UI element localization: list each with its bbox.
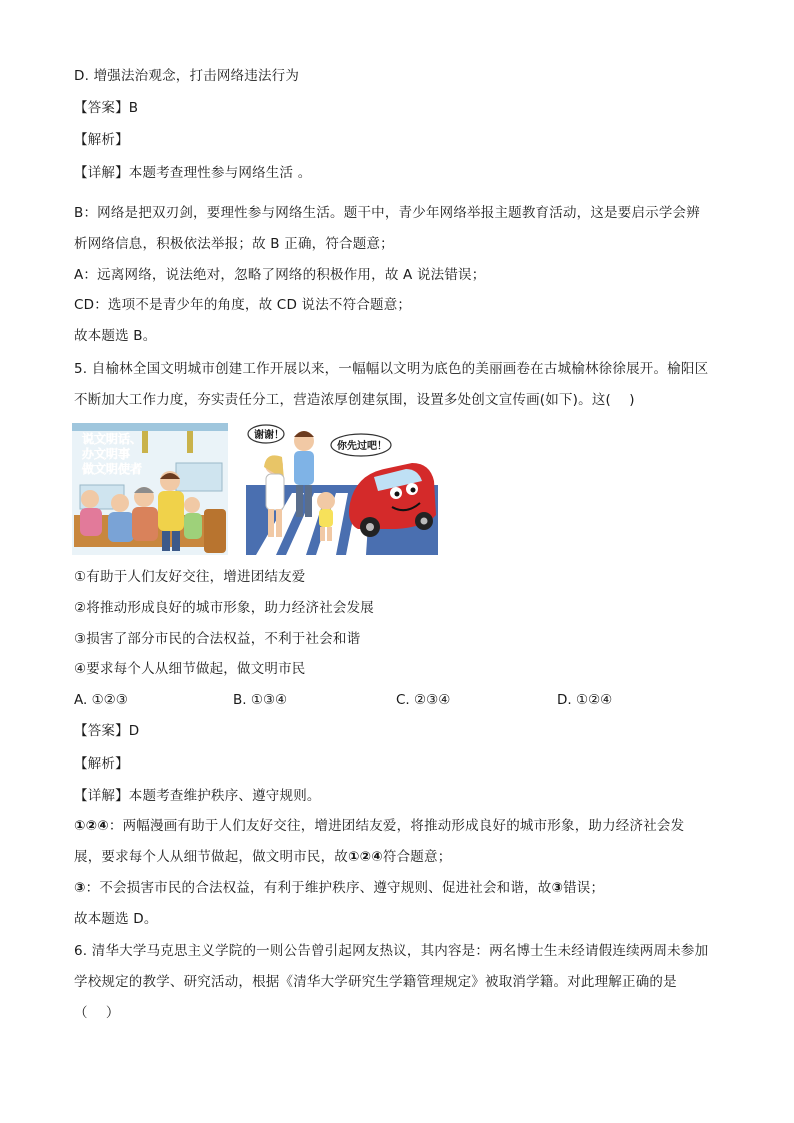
- poster-bus-courtesy-illustration: [72, 423, 228, 555]
- q5-explanation-2: [74, 879, 604, 897]
- q5-option-d: D. ①②④: [557, 692, 613, 708]
- q5-exp2-bold: ③: [551, 880, 564, 896]
- q5-explanation-1a: [74, 817, 684, 835]
- poster-crosswalk-courtesy-illustration: [246, 423, 438, 555]
- q5-stem-line2: 不断加大工作力度，夯实责任分工，营造浓厚创建氛围，设置多处创文宣传画(如下)。这( ): [74, 392, 635, 408]
- q4-explanation-2: A：远离网络，说法绝对，忽略了网络的积极作用，故 A 说法错误；: [74, 267, 486, 283]
- q5-item-1: ①有助于人们友好交往，增进团结友爱: [74, 569, 306, 585]
- poster1-slogan-line1: 说文明话、: [82, 432, 143, 446]
- q5-answer: 【答案】D: [74, 723, 140, 739]
- poster1-slogan-line2: 办文明事: [82, 447, 131, 461]
- q6-stem-line1: 6. 清华大学马克思主义学院的一则公告曾引起网友热议，其内容是：两名博士生未经请假连续两周未参加: [74, 943, 709, 959]
- q5-exp2-prefix: ③: [74, 880, 86, 896]
- q5-exp1b-post: 符合题意；: [382, 849, 452, 865]
- q6-stem-line3: （ ）: [74, 1005, 120, 1021]
- q5-explanation-1b: [74, 848, 451, 866]
- q5-option-a: A. ①②③: [74, 692, 128, 708]
- q4-conclusion: 故本题选 B。: [74, 328, 157, 344]
- poster1-slogan-line3: 做文明使者: [82, 462, 143, 476]
- q4-explanation-3: CD：选项不是青少年的角度，故 CD 说法不符合题意；: [74, 297, 412, 313]
- q5-stem-line1: 5. 自榆林全国文明城市创建工作开展以来，一幅幅以文明为底色的美丽画卷在古城榆林徐徐展开。榆阳区: [74, 361, 709, 377]
- q5-exp1b-bold: ①②④: [348, 849, 383, 865]
- q5-item-3: ③损害了部分市民的合法权益，不利于社会和谐: [74, 631, 361, 647]
- q4-option-d: D. 增强法治观念，打击网络违法行为: [74, 68, 300, 84]
- q5-option-c: C. ②③④: [396, 692, 451, 708]
- q4-analysis-label: 【解析】: [74, 132, 129, 148]
- q5-exp2-post: 错误；: [563, 880, 605, 896]
- q5-exp2-mid: ：不会损害市民的合法权益，有利于维护秩序、遵守规则、促进社会和谐，故: [85, 880, 552, 896]
- q5-item-4: ④要求每个人从细节做起，做文明市民: [74, 661, 306, 677]
- q5-option-b: B. ①③④: [233, 692, 288, 708]
- q4-detail: 【详解】本题考查理性参与网络生活 。: [74, 165, 312, 181]
- q6-stem-line2: 学校规定的教学、研究活动，根据《清华大学研究生学籍管理规定》被取消学籍。对此理解正确的是: [74, 974, 677, 990]
- q4-explanation-1b: 析网络信息，积极依法举报；故 B 正确，符合题意；: [74, 236, 394, 252]
- q4-answer: 【答案】B: [74, 100, 139, 116]
- q5-analysis-label: 【解析】: [74, 756, 129, 772]
- poster2-bubble-go-first: 你先过吧！: [337, 441, 387, 452]
- q5-exp1-text: ：两幅漫画有助于人们友好交往，增进团结友爱，将推动形成良好的城市形象，助力经济社会发: [108, 818, 685, 834]
- q5-exp1-prefix: ①②④: [74, 818, 109, 834]
- q4-explanation-1a: B：网络是把双刃剑，要理性参与网络生活。题干中，青少年网络举报主题教育活动，这是要启示学会辨: [74, 205, 700, 221]
- poster2-bubble-thanks: 谢谢！: [254, 430, 284, 441]
- q5-conclusion: 故本题选 D。: [74, 911, 158, 927]
- q5-item-2: ②将推动形成良好的城市形象，助力经济社会发展: [74, 600, 375, 616]
- q5-detail: 【详解】本题考查维护秩序、遵守规则。: [74, 788, 321, 804]
- q5-exp1b-pre: 展，要求每个人从细节做起，做文明市民，故: [74, 849, 348, 865]
